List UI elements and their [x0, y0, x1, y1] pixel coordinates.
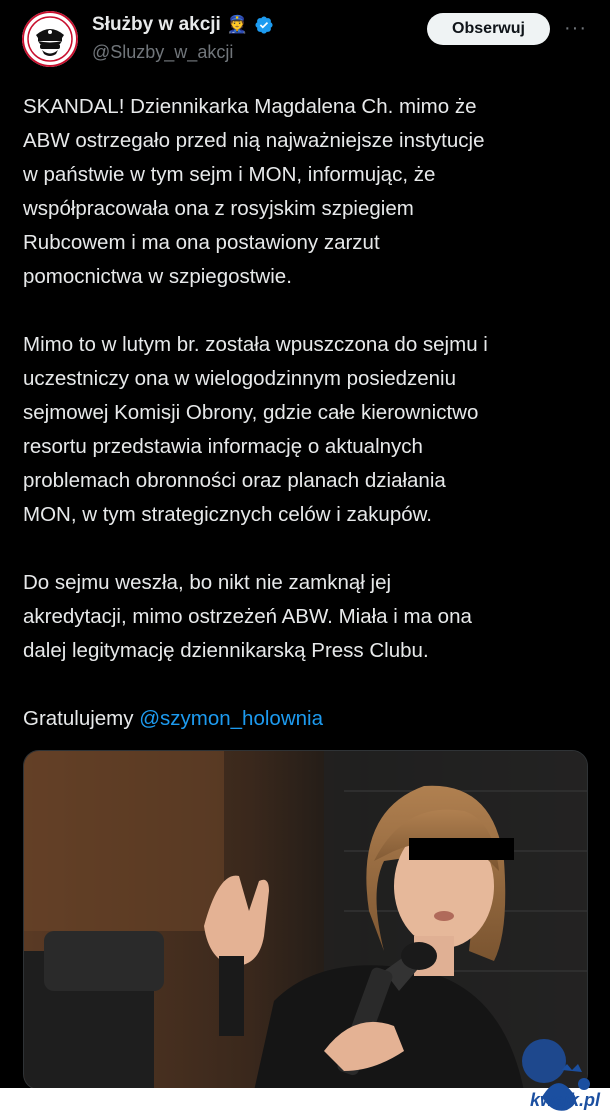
- tweet-paragraph: [23, 90, 593, 294]
- display-name[interactable]: Służby w akcji: [92, 14, 221, 35]
- text-line: sejmowej Komisji Obrony, gdzie całe kierownictwo: [23, 401, 479, 424]
- text-line: Mimo to w lutym br. została wpuszczona do sejmu i: [23, 333, 488, 356]
- tweet-closing-line: [23, 702, 593, 736]
- text-line: dalej legitymację dziennikarską Press Clubu.: [23, 639, 429, 662]
- text-line: resortu przedstawia informację o aktualnych: [23, 435, 423, 458]
- text-line: SKANDAL! Dziennikarka Magdalena Ch. mimo że: [23, 95, 477, 118]
- text-line: Do sejmu weszła, bo nikt nie zamknął jej: [23, 571, 392, 594]
- watermark-text: kwejk.pl: [529, 1090, 600, 1110]
- closing-text: Gratulujemy: [23, 707, 134, 730]
- tweet-paragraph: [23, 566, 593, 668]
- photo-woman-with-microphone: [24, 751, 588, 1090]
- verified-badge-icon: [254, 15, 274, 35]
- text-line: MON, w tym strategicznych celów i zakupów.: [23, 503, 432, 526]
- text-line: w państwie w tym sejm i MON, informując, że: [23, 163, 436, 186]
- tweet-header: [22, 11, 592, 71]
- text-line: akredytacji, mimo ostrzeżeń ABW. Miała i ma ona: [23, 605, 472, 628]
- tweet-image[interactable]: [23, 750, 588, 1090]
- tweet-text: [23, 90, 593, 770]
- text-line: uczestniczy ona w wielogodzinnym posiedzeniu: [23, 367, 457, 390]
- text-line: ABW ostrzegało przed nią najważniejsze instytucje: [23, 129, 485, 152]
- text-line: pomocnictwa w szpiegostwie.: [23, 265, 292, 288]
- follow-button[interactable]: Obserwuj: [427, 13, 550, 45]
- mention-link[interactable]: @szymon_holownia: [139, 707, 323, 730]
- tweet-paragraph: [23, 328, 593, 532]
- text-line: problemach obronności oraz planach działania: [23, 469, 446, 492]
- name-row: [92, 14, 274, 36]
- more-options-icon[interactable]: ···: [564, 17, 587, 39]
- police-officer-emoji-icon: 👮: [226, 15, 248, 34]
- avatar[interactable]: [22, 11, 78, 67]
- text-line: Rubcowem i ma ona postawiony zarzut: [23, 231, 380, 254]
- text-line: współpracowała ona z rosyjskim szpiegiem: [23, 197, 414, 220]
- user-handle[interactable]: @Sluzby_w_akcji: [92, 42, 234, 62]
- police-cap-logo-icon: [22, 11, 78, 67]
